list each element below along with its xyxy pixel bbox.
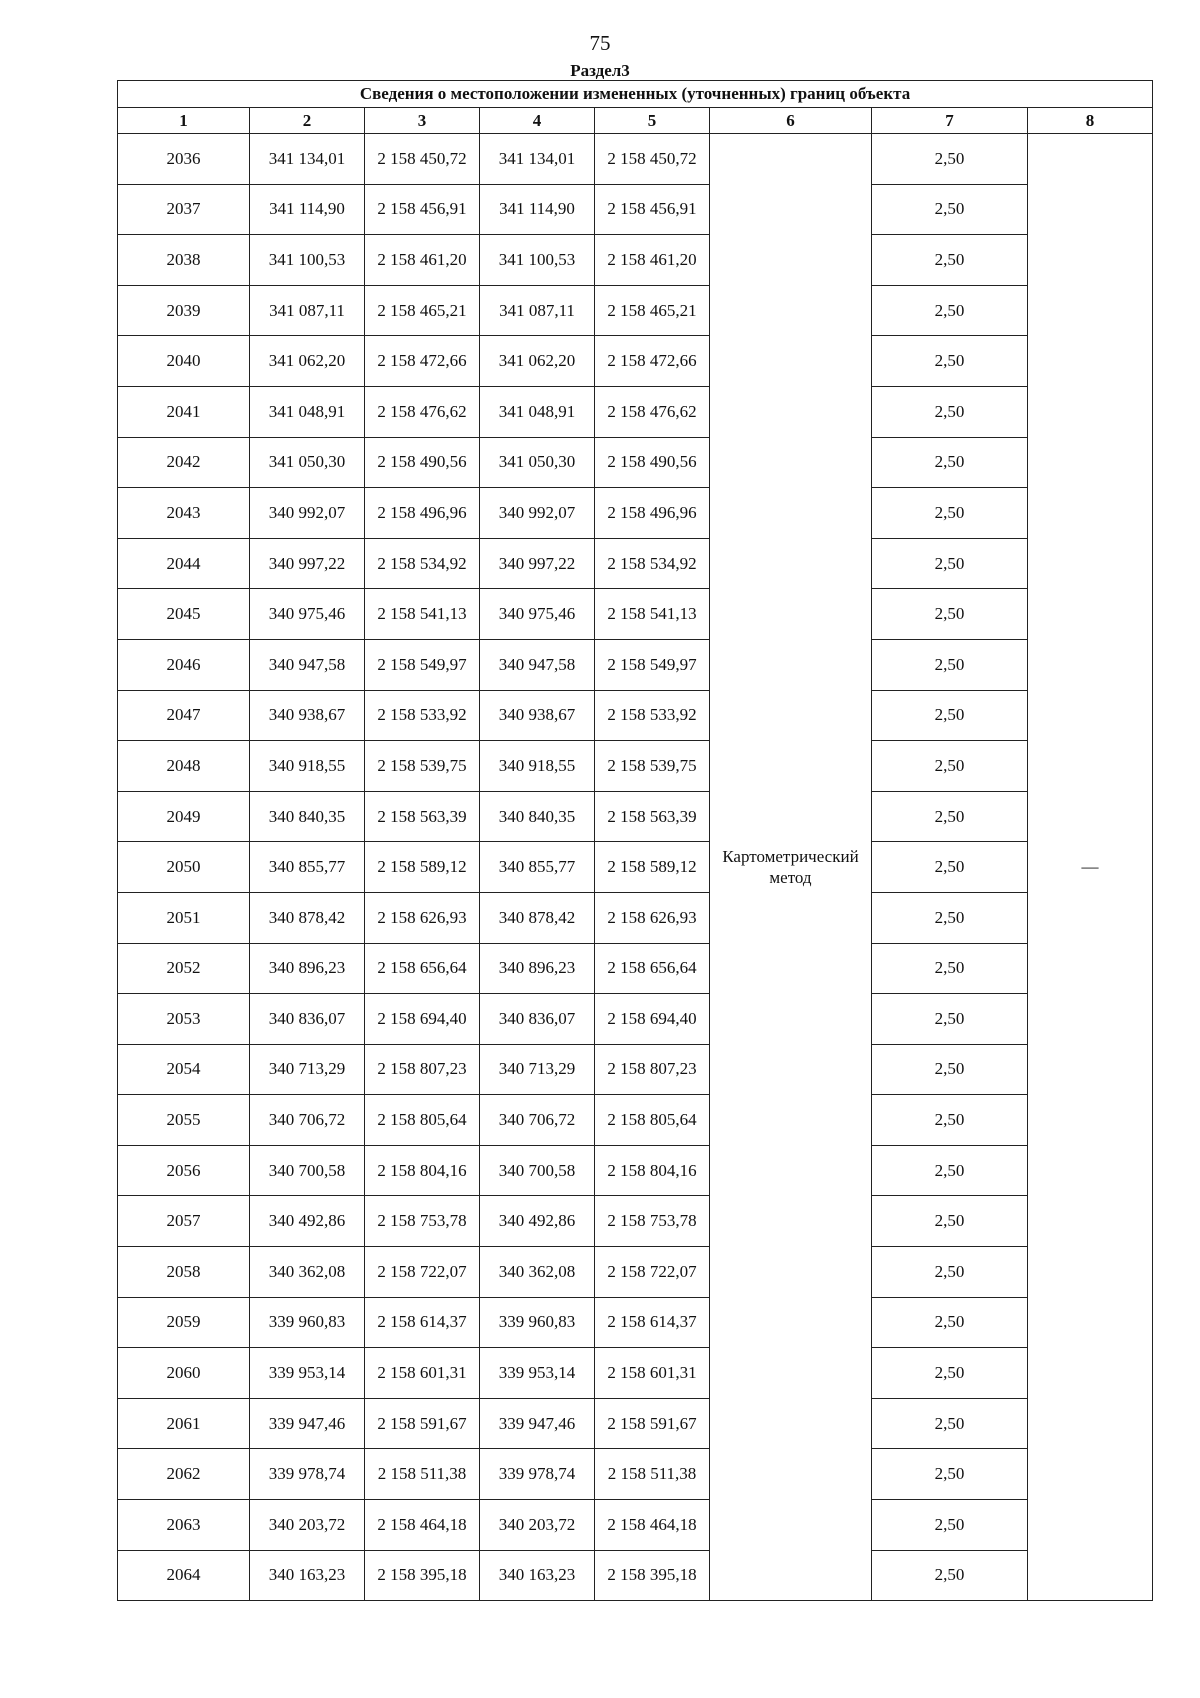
- table-body: [118, 134, 1153, 1601]
- table-row: [118, 943, 1153, 994]
- table-title-row: [118, 81, 1153, 108]
- accuracy-cell: 2,50: [872, 538, 1028, 589]
- y-coordinate-cell: 2 158 694,40: [595, 994, 710, 1045]
- y-coordinate-cell: 2 158 496,96: [365, 488, 480, 539]
- y-coordinate-cell: 2 158 563,39: [365, 791, 480, 842]
- point-number-cell: 2046: [118, 639, 250, 690]
- y-coordinate-cell: 2 158 656,64: [595, 943, 710, 994]
- table-row: [118, 1095, 1153, 1146]
- point-number-cell: 2060: [118, 1348, 250, 1399]
- y-coordinate-cell: 2 158 722,07: [595, 1247, 710, 1298]
- column-number: 6: [710, 108, 872, 134]
- x-coordinate-cell: 339 947,46: [250, 1398, 365, 1449]
- table-row: [118, 842, 1153, 893]
- x-coordinate-cell: 340 975,46: [250, 589, 365, 640]
- x-coordinate-cell: 341 050,30: [250, 437, 365, 488]
- y-coordinate-cell: 2 158 533,92: [595, 690, 710, 741]
- x-coordinate-cell: 340 918,55: [480, 741, 595, 792]
- accuracy-cell: 2,50: [872, 1297, 1028, 1348]
- x-coordinate-cell: 340 896,23: [480, 943, 595, 994]
- table-row: [118, 235, 1153, 286]
- y-coordinate-cell: 2 158 464,18: [595, 1500, 710, 1551]
- x-coordinate-cell: 339 960,83: [480, 1297, 595, 1348]
- accuracy-cell: 2,50: [872, 1550, 1028, 1601]
- method-cell: Картометрический метод: [710, 134, 872, 1601]
- table-title: Сведения о местоположении измененных (уточненных) границ объекта: [118, 81, 1153, 108]
- x-coordinate-cell: 340 896,23: [250, 943, 365, 994]
- y-coordinate-cell: 2 158 450,72: [365, 134, 480, 185]
- table-row: [118, 1449, 1153, 1500]
- point-number-cell: 2037: [118, 184, 250, 235]
- x-coordinate-cell: 341 100,53: [480, 235, 595, 286]
- y-coordinate-cell: 2 158 805,64: [595, 1095, 710, 1146]
- column-number: 7: [872, 108, 1028, 134]
- column-number: 1: [118, 108, 250, 134]
- accuracy-cell: 2,50: [872, 639, 1028, 690]
- accuracy-cell: 2,50: [872, 1044, 1028, 1095]
- x-coordinate-cell: 341 050,30: [480, 437, 595, 488]
- accuracy-cell: 2,50: [872, 994, 1028, 1045]
- y-coordinate-cell: 2 158 511,38: [595, 1449, 710, 1500]
- x-coordinate-cell: 340 706,72: [480, 1095, 595, 1146]
- y-coordinate-cell: 2 158 541,13: [365, 589, 480, 640]
- table-row: [118, 1196, 1153, 1247]
- table-row: [118, 1247, 1153, 1298]
- table-row: [118, 184, 1153, 235]
- accuracy-cell: 2,50: [872, 1145, 1028, 1196]
- x-coordinate-cell: 340 362,08: [250, 1247, 365, 1298]
- point-number-cell: 2047: [118, 690, 250, 741]
- y-coordinate-cell: 2 158 753,78: [365, 1196, 480, 1247]
- accuracy-cell: 2,50: [872, 1398, 1028, 1449]
- y-coordinate-cell: 2 158 805,64: [365, 1095, 480, 1146]
- column-number: 5: [595, 108, 710, 134]
- x-coordinate-cell: 340 203,72: [250, 1500, 365, 1551]
- y-coordinate-cell: 2 158 496,96: [595, 488, 710, 539]
- x-coordinate-cell: 340 997,22: [480, 538, 595, 589]
- y-coordinate-cell: 2 158 465,21: [365, 285, 480, 336]
- x-coordinate-cell: 340 203,72: [480, 1500, 595, 1551]
- accuracy-cell: 2,50: [872, 285, 1028, 336]
- y-coordinate-cell: 2 158 807,23: [365, 1044, 480, 1095]
- x-coordinate-cell: 340 992,07: [480, 488, 595, 539]
- accuracy-cell: 2,50: [872, 488, 1028, 539]
- x-coordinate-cell: 341 114,90: [480, 184, 595, 235]
- table-row: [118, 1044, 1153, 1095]
- table-row: [118, 1348, 1153, 1399]
- point-number-cell: 2049: [118, 791, 250, 842]
- x-coordinate-cell: 340 713,29: [480, 1044, 595, 1095]
- y-coordinate-cell: 2 158 541,13: [595, 589, 710, 640]
- y-coordinate-cell: 2 158 490,56: [365, 437, 480, 488]
- point-number-cell: 2041: [118, 386, 250, 437]
- y-coordinate-cell: 2 158 591,67: [595, 1398, 710, 1449]
- x-coordinate-cell: 339 960,83: [250, 1297, 365, 1348]
- table-row: [118, 285, 1153, 336]
- y-coordinate-cell: 2 158 614,37: [365, 1297, 480, 1348]
- accuracy-cell: 2,50: [872, 791, 1028, 842]
- x-coordinate-cell: 341 100,53: [250, 235, 365, 286]
- y-coordinate-cell: 2 158 534,92: [365, 538, 480, 589]
- x-coordinate-cell: 340 855,77: [480, 842, 595, 893]
- x-coordinate-cell: 339 953,14: [250, 1348, 365, 1399]
- accuracy-cell: 2,50: [872, 386, 1028, 437]
- table-row: [118, 1398, 1153, 1449]
- x-coordinate-cell: 340 492,86: [480, 1196, 595, 1247]
- x-coordinate-cell: 340 492,86: [250, 1196, 365, 1247]
- x-coordinate-cell: 340 992,07: [250, 488, 365, 539]
- x-coordinate-cell: 341 087,11: [250, 285, 365, 336]
- y-coordinate-cell: 2 158 533,92: [365, 690, 480, 741]
- table-row: [118, 741, 1153, 792]
- table-row: [118, 134, 1153, 185]
- y-coordinate-cell: 2 158 472,66: [595, 336, 710, 387]
- y-coordinate-cell: 2 158 456,91: [595, 184, 710, 235]
- x-coordinate-cell: 341 087,11: [480, 285, 595, 336]
- table-row: [118, 892, 1153, 943]
- y-coordinate-cell: 2 158 472,66: [365, 336, 480, 387]
- column-number: 4: [480, 108, 595, 134]
- x-coordinate-cell: 341 134,01: [250, 134, 365, 185]
- point-number-cell: 2059: [118, 1297, 250, 1348]
- point-number-cell: 2063: [118, 1500, 250, 1551]
- accuracy-cell: 2,50: [872, 1500, 1028, 1551]
- table-row: [118, 1297, 1153, 1348]
- x-coordinate-cell: 340 706,72: [250, 1095, 365, 1146]
- table-row: [118, 386, 1153, 437]
- x-coordinate-cell: 340 918,55: [250, 741, 365, 792]
- y-coordinate-cell: 2 158 395,18: [595, 1550, 710, 1601]
- point-number-cell: 2053: [118, 994, 250, 1045]
- point-number-cell: 2057: [118, 1196, 250, 1247]
- x-coordinate-cell: 340 878,42: [480, 892, 595, 943]
- x-coordinate-cell: 340 840,35: [250, 791, 365, 842]
- accuracy-cell: 2,50: [872, 336, 1028, 387]
- x-coordinate-cell: 341 048,91: [250, 386, 365, 437]
- point-number-cell: 2051: [118, 892, 250, 943]
- accuracy-cell: 2,50: [872, 892, 1028, 943]
- y-coordinate-cell: 2 158 589,12: [365, 842, 480, 893]
- y-coordinate-cell: 2 158 490,56: [595, 437, 710, 488]
- x-coordinate-cell: 340 362,08: [480, 1247, 595, 1298]
- x-coordinate-cell: 341 062,20: [480, 336, 595, 387]
- table-row: [118, 1550, 1153, 1601]
- point-number-cell: 2056: [118, 1145, 250, 1196]
- accuracy-cell: 2,50: [872, 1449, 1028, 1500]
- y-coordinate-cell: 2 158 534,92: [595, 538, 710, 589]
- table-row: [118, 1145, 1153, 1196]
- y-coordinate-cell: 2 158 753,78: [595, 1196, 710, 1247]
- accuracy-cell: 2,50: [872, 1095, 1028, 1146]
- x-coordinate-cell: 340 713,29: [250, 1044, 365, 1095]
- y-coordinate-cell: 2 158 626,93: [595, 892, 710, 943]
- accuracy-cell: 2,50: [872, 943, 1028, 994]
- y-coordinate-cell: 2 158 464,18: [365, 1500, 480, 1551]
- x-coordinate-cell: 339 978,74: [480, 1449, 595, 1500]
- y-coordinate-cell: 2 158 807,23: [595, 1044, 710, 1095]
- point-number-cell: 2045: [118, 589, 250, 640]
- section-title: Раздел3: [570, 61, 630, 80]
- x-coordinate-cell: 340 700,58: [480, 1145, 595, 1196]
- point-number-cell: 2044: [118, 538, 250, 589]
- x-coordinate-cell: 341 062,20: [250, 336, 365, 387]
- accuracy-cell: 2,50: [872, 690, 1028, 741]
- column-number: 2: [250, 108, 365, 134]
- x-coordinate-cell: 340 938,67: [480, 690, 595, 741]
- accuracy-cell: 2,50: [872, 1348, 1028, 1399]
- x-coordinate-cell: 340 975,46: [480, 589, 595, 640]
- y-coordinate-cell: 2 158 694,40: [365, 994, 480, 1045]
- accuracy-cell: 2,50: [872, 741, 1028, 792]
- point-number-cell: 2058: [118, 1247, 250, 1298]
- y-coordinate-cell: 2 158 656,64: [365, 943, 480, 994]
- table-row: [118, 437, 1153, 488]
- x-coordinate-cell: 339 953,14: [480, 1348, 595, 1399]
- point-number-cell: 2055: [118, 1095, 250, 1146]
- accuracy-cell: 2,50: [872, 235, 1028, 286]
- x-coordinate-cell: 341 048,91: [480, 386, 595, 437]
- point-number-cell: 2052: [118, 943, 250, 994]
- y-coordinate-cell: 2 158 804,16: [595, 1145, 710, 1196]
- x-coordinate-cell: 340 947,58: [250, 639, 365, 690]
- point-number-cell: 2040: [118, 336, 250, 387]
- y-coordinate-cell: 2 158 549,97: [595, 639, 710, 690]
- y-coordinate-cell: 2 158 589,12: [595, 842, 710, 893]
- x-coordinate-cell: 340 836,07: [250, 994, 365, 1045]
- table-row: [118, 791, 1153, 842]
- point-number-cell: 2039: [118, 285, 250, 336]
- coordinates-table: [117, 80, 1153, 1601]
- y-coordinate-cell: 2 158 626,93: [365, 892, 480, 943]
- column-number: 3: [365, 108, 480, 134]
- y-coordinate-cell: 2 158 539,75: [595, 741, 710, 792]
- point-number-cell: 2050: [118, 842, 250, 893]
- x-coordinate-cell: 340 855,77: [250, 842, 365, 893]
- accuracy-cell: 2,50: [872, 1247, 1028, 1298]
- accuracy-cell: 2,50: [872, 437, 1028, 488]
- y-coordinate-cell: 2 158 476,62: [365, 386, 480, 437]
- y-coordinate-cell: 2 158 804,16: [365, 1145, 480, 1196]
- table-row: [118, 336, 1153, 387]
- y-coordinate-cell: 2 158 395,18: [365, 1550, 480, 1601]
- table-row: [118, 589, 1153, 640]
- point-number-cell: 2036: [118, 134, 250, 185]
- table-row: [118, 538, 1153, 589]
- table-row: [118, 639, 1153, 690]
- y-coordinate-cell: 2 158 461,20: [595, 235, 710, 286]
- x-coordinate-cell: 341 134,01: [480, 134, 595, 185]
- note-cell: —: [1028, 134, 1153, 1601]
- table-row: [118, 994, 1153, 1045]
- y-coordinate-cell: 2 158 614,37: [595, 1297, 710, 1348]
- point-number-cell: 2064: [118, 1550, 250, 1601]
- x-coordinate-cell: 340 878,42: [250, 892, 365, 943]
- accuracy-cell: 2,50: [872, 134, 1028, 185]
- accuracy-cell: 2,50: [872, 1196, 1028, 1247]
- x-coordinate-cell: 340 700,58: [250, 1145, 365, 1196]
- y-coordinate-cell: 2 158 461,20: [365, 235, 480, 286]
- x-coordinate-cell: 339 978,74: [250, 1449, 365, 1500]
- y-coordinate-cell: 2 158 591,67: [365, 1398, 480, 1449]
- x-coordinate-cell: 341 114,90: [250, 184, 365, 235]
- point-number-cell: 2043: [118, 488, 250, 539]
- y-coordinate-cell: 2 158 476,62: [595, 386, 710, 437]
- table-row: [118, 1500, 1153, 1551]
- x-coordinate-cell: 340 840,35: [480, 791, 595, 842]
- y-coordinate-cell: 2 158 563,39: [595, 791, 710, 842]
- point-number-cell: 2054: [118, 1044, 250, 1095]
- x-coordinate-cell: 340 163,23: [250, 1550, 365, 1601]
- y-coordinate-cell: 2 158 511,38: [365, 1449, 480, 1500]
- point-number-cell: 2038: [118, 235, 250, 286]
- y-coordinate-cell: 2 158 539,75: [365, 741, 480, 792]
- x-coordinate-cell: 340 836,07: [480, 994, 595, 1045]
- accuracy-cell: 2,50: [872, 842, 1028, 893]
- x-coordinate-cell: 340 938,67: [250, 690, 365, 741]
- point-number-cell: 2048: [118, 741, 250, 792]
- x-coordinate-cell: 339 947,46: [480, 1398, 595, 1449]
- column-number: 8: [1028, 108, 1153, 134]
- accuracy-cell: 2,50: [872, 589, 1028, 640]
- point-number-cell: 2062: [118, 1449, 250, 1500]
- x-coordinate-cell: 340 163,23: [480, 1550, 595, 1601]
- x-coordinate-cell: 340 947,58: [480, 639, 595, 690]
- column-number-row: [118, 108, 1153, 134]
- table-row: [118, 488, 1153, 539]
- y-coordinate-cell: 2 158 601,31: [595, 1348, 710, 1399]
- y-coordinate-cell: 2 158 456,91: [365, 184, 480, 235]
- y-coordinate-cell: 2 158 450,72: [595, 134, 710, 185]
- table-row: [118, 690, 1153, 741]
- accuracy-cell: 2,50: [872, 184, 1028, 235]
- point-number-cell: 2042: [118, 437, 250, 488]
- page-number: 75: [589, 31, 611, 55]
- point-number-cell: 2061: [118, 1398, 250, 1449]
- x-coordinate-cell: 340 997,22: [250, 538, 365, 589]
- y-coordinate-cell: 2 158 549,97: [365, 639, 480, 690]
- y-coordinate-cell: 2 158 465,21: [595, 285, 710, 336]
- y-coordinate-cell: 2 158 601,31: [365, 1348, 480, 1399]
- y-coordinate-cell: 2 158 722,07: [365, 1247, 480, 1298]
